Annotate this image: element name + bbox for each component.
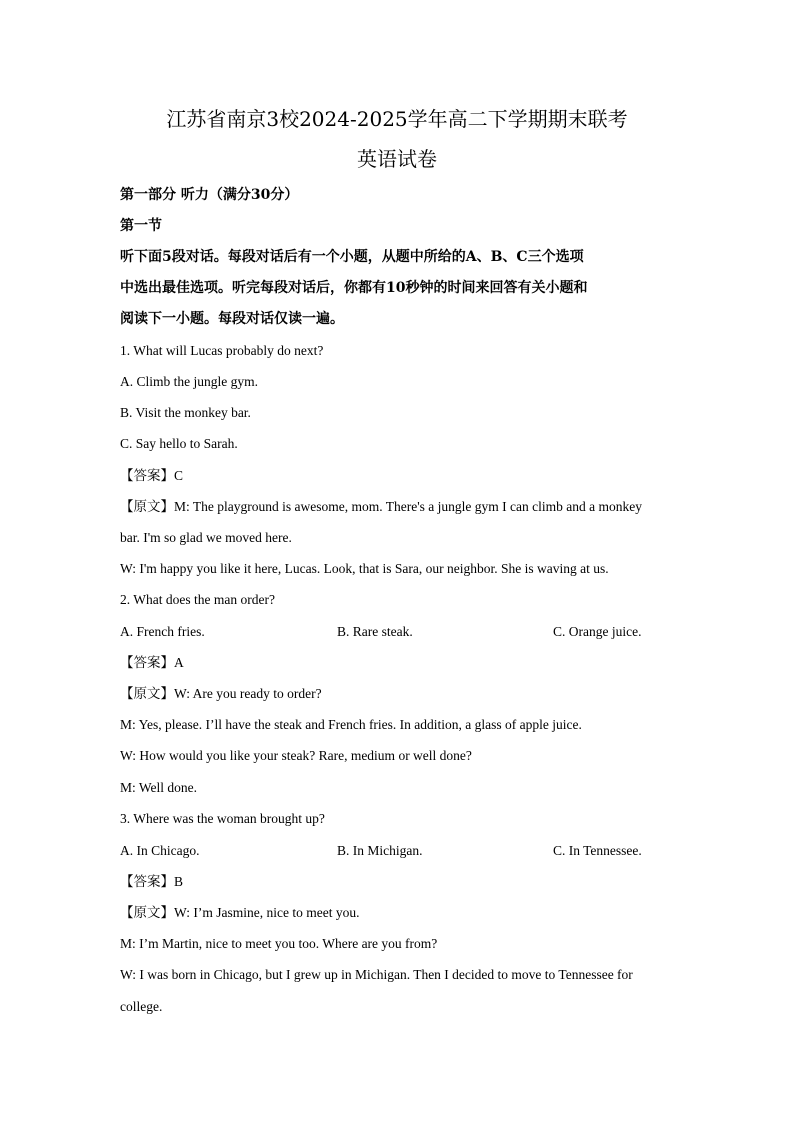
q1-option-b: B. Visit the monkey bar. xyxy=(120,405,251,420)
q3-option-b: B. In Michigan. xyxy=(337,843,423,858)
q1-answer: 【答案】C xyxy=(120,468,184,483)
q3-transcript-line: college. xyxy=(120,999,163,1014)
q2-transcript-line: W: How would you like your steak? Rare, medium or well done? xyxy=(120,748,472,763)
q2-option-b: B. Rare steak. xyxy=(337,624,413,639)
question-2: 2. What does the man order? xyxy=(120,592,275,607)
q2-answer: 【答案】A xyxy=(120,655,184,670)
exam-title: 江苏省南京3校2024-2025学年高二下学期期末联考 xyxy=(166,107,628,131)
section-heading: 第一节 xyxy=(120,218,162,234)
q3-transcript-line: W: I was born in Chicago, but I grew up in Michigan. Then I decided to move to Tennessee for xyxy=(120,967,633,982)
instruction-line: 阅读下一小题。每段对话仅读一遍。 xyxy=(120,311,344,327)
instruction-line: 听下面5段对话。每段对话后有一个小题，从题中所给的A、B、C三个选项 xyxy=(120,249,584,265)
exam-subtitle: 英语试卷 xyxy=(357,147,437,171)
q2-option-c: C. Orange juice. xyxy=(553,624,642,639)
part-heading: 第一部分 听力（满分30分） xyxy=(120,187,299,203)
q1-option-c: C. Say hello to Sarah. xyxy=(120,436,238,451)
question-3: 3. Where was the woman brought up? xyxy=(120,811,325,826)
instruction-line: 中选出最佳选项。听完每段对话后，你都有10秒钟的时间来回答有关小题和 xyxy=(120,280,588,296)
q3-option-a: A. In Chicago. xyxy=(120,843,200,858)
q3-transcript-line: 【原文】W: I’m Jasmine, nice to meet you. xyxy=(120,905,360,920)
q3-transcript-line: M: I’m Martin, nice to meet you too. Where are you from? xyxy=(120,936,438,951)
q2-transcript-line: M: Well done. xyxy=(120,780,198,795)
q2-transcript-line: M: Yes, please. I’ll have the steak and French fries. In addition, a glass of apple juice. xyxy=(120,717,582,732)
q1-transcript-line: W: I'm happy you like it here, Lucas. Look, that is Sara, our neighbor. She is waving at us. xyxy=(120,561,609,576)
q3-answer: 【答案】B xyxy=(120,874,184,889)
q2-option-a: A. French fries. xyxy=(120,624,205,639)
q3-option-c: C. In Tennessee. xyxy=(553,843,642,858)
q1-transcript-line: bar. I'm so glad we moved here. xyxy=(120,530,292,545)
q1-option-a: A. Climb the jungle gym. xyxy=(120,374,258,389)
question-1: 1. What will Lucas probably do next? xyxy=(120,343,324,358)
q2-transcript-line: 【原文】W: Are you ready to order? xyxy=(120,686,322,701)
q1-transcript-line: 【原文】M: The playground is awesome, mom. There's a jungle gym I can climb and a monkey xyxy=(120,499,642,514)
